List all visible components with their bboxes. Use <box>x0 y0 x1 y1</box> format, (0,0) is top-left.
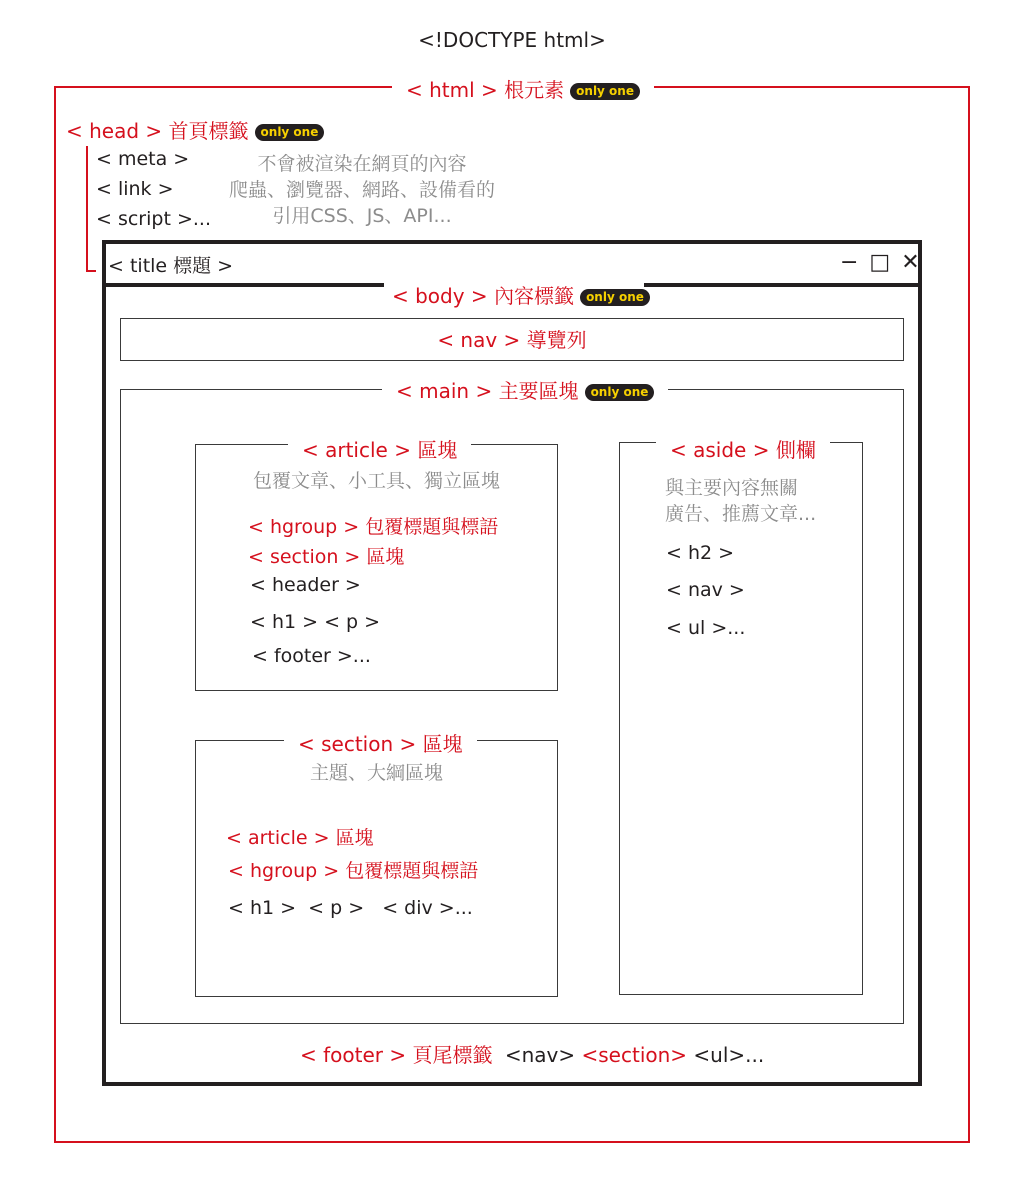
title-bar-divider-right <box>644 283 922 287</box>
section-tag: < section > <box>298 732 417 756</box>
body-only-one-badge: only one <box>580 289 650 306</box>
head-tag: < head > <box>66 119 163 143</box>
aside-child-ul: < ul >... <box>666 617 746 639</box>
html-label <box>392 74 654 103</box>
section-article-desc: 區塊 <box>335 827 374 849</box>
doctype-label: <!DOCTYPE html> <box>418 28 606 52</box>
footer-section: <section> <box>581 1043 688 1067</box>
head-note-line-1: 不會被渲染在網頁的內容 <box>257 153 467 175</box>
footer-desc: 頁尾標籤 <box>412 1043 493 1067</box>
title-bar-divider-left <box>102 283 384 287</box>
article-hgroup-line <box>248 512 498 539</box>
section-article-tag: < article > <box>226 827 330 849</box>
html-only-one-badge: only one <box>570 83 640 100</box>
footer-ul: <ul>... <box>693 1043 765 1067</box>
head-child-script: < script >... <box>96 208 211 230</box>
aside-label <box>656 434 830 463</box>
head-note-line-2: 爬蟲、瀏覽器、網路、設備看的 <box>228 179 495 201</box>
article-tag: < article > <box>302 438 411 462</box>
footer-label <box>300 1039 764 1068</box>
section-hgroup-desc: 包覆標題與標語 <box>345 860 479 882</box>
article-section-line <box>248 542 404 569</box>
aside-note-line-1: 與主要內容無關 <box>665 477 799 499</box>
head-only-one-badge: only one <box>255 124 325 141</box>
main-tag: < main > <box>396 379 493 403</box>
head-note-line-3: 引用CSS、JS、API... <box>272 205 452 227</box>
html-tag: < html > <box>406 78 498 102</box>
html-desc: 根元素 <box>504 78 565 102</box>
section-article-line <box>226 823 374 850</box>
article-child-footer: < footer >... <box>252 645 371 667</box>
body-tag: < body > <box>392 284 488 308</box>
article-section-desc: 區塊 <box>366 546 405 568</box>
window-controls-icon: − □ ✕ <box>840 250 922 275</box>
article-hgroup-desc: 包覆標題與標語 <box>365 516 499 538</box>
article-desc: 區塊 <box>417 438 458 462</box>
main-label <box>382 375 668 404</box>
article-section-tag: < section > <box>248 546 361 568</box>
article-child-header: < header > <box>250 574 361 596</box>
section-note: 主題、大綱區塊 <box>309 762 443 784</box>
section-label <box>284 728 477 757</box>
aside-desc: 側欄 <box>775 438 816 462</box>
nav-label <box>120 324 904 353</box>
section-hgroup-line <box>228 856 478 883</box>
article-note: 包覆文章、小工具、獨立區塊 <box>252 470 500 492</box>
body-desc: 內容標籤 <box>494 284 575 308</box>
aside-child-h2: < h2 > <box>666 542 735 564</box>
head-desc: 首頁標籤 <box>168 119 249 143</box>
head-bracket <box>86 146 96 272</box>
aside-child-nav: < nav > <box>666 579 745 601</box>
article-label <box>288 434 471 463</box>
title-tag-label: < title 標題 > <box>108 255 234 277</box>
article-hgroup-tag: < hgroup > <box>248 516 360 538</box>
main-only-one-badge: only one <box>585 384 655 401</box>
aside-tag: < aside > <box>670 438 770 462</box>
section-children: < h1 > < p > < div >... <box>228 897 473 919</box>
nav-desc: 導覽列 <box>526 328 587 352</box>
head-child-link: < link > <box>96 178 174 200</box>
nav-tag: < nav > <box>437 328 521 352</box>
head-label <box>66 115 324 144</box>
body-label <box>392 280 650 309</box>
section-hgroup-tag: < hgroup > <box>228 860 340 882</box>
section-desc: 區塊 <box>422 732 463 756</box>
head-child-meta: < meta > <box>96 148 190 170</box>
footer-tag: < footer > <box>300 1043 407 1067</box>
article-child-h1-p: < h1 > < p > <box>250 611 381 633</box>
aside-note-line-2: 廣告、推薦文章... <box>665 503 817 525</box>
main-desc: 主要區塊 <box>498 379 579 403</box>
footer-nav: <nav> <box>504 1043 576 1067</box>
